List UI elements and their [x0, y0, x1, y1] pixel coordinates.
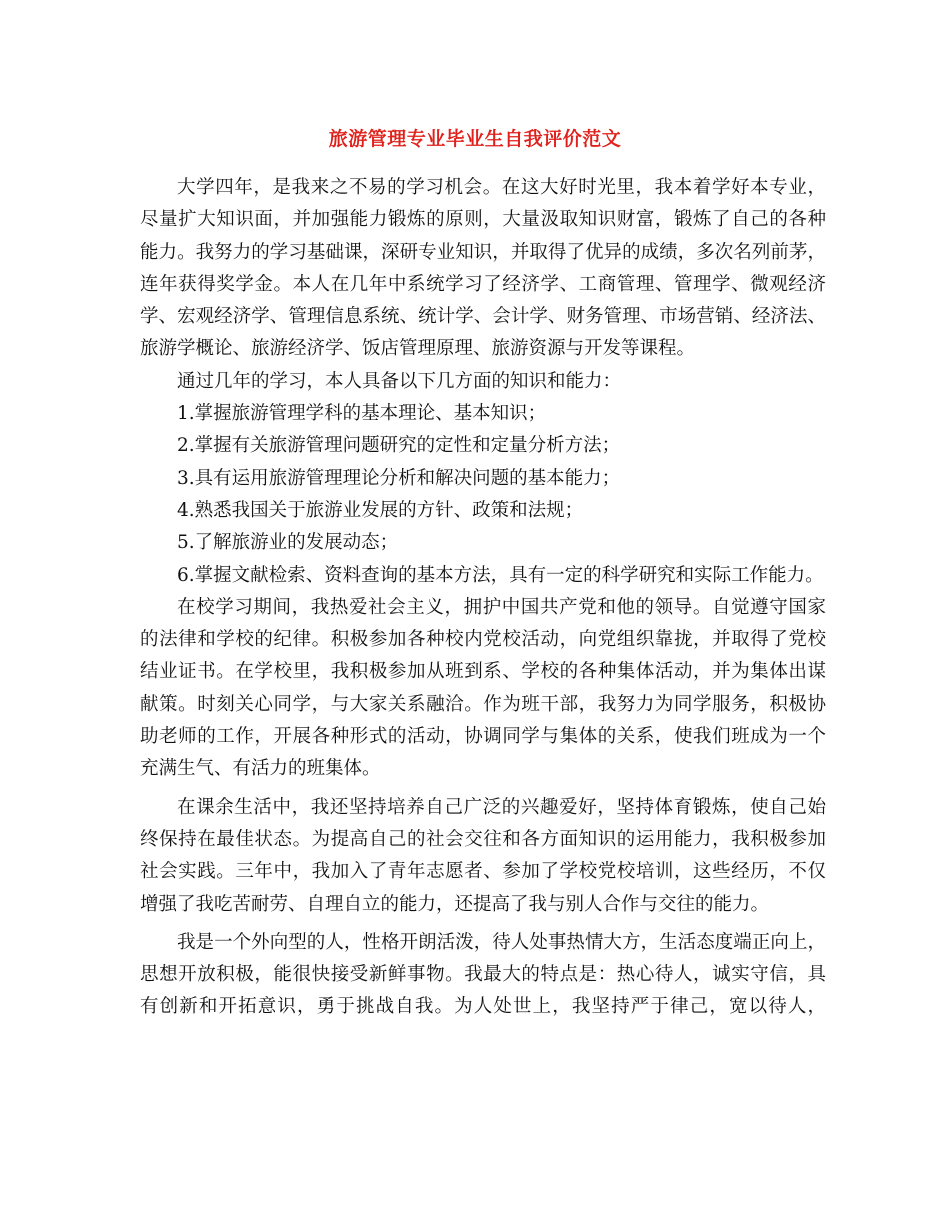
text-line: 社会实践。三年中，我加入了青年志愿者、参加了学校党校培训，这些经历，不仅: [140, 861, 826, 883]
text-line: 3.具有运用旅游管理理论分析和解决问题的基本能力；: [177, 467, 621, 489]
text-line: 充满生气、有活力的班集体。: [140, 758, 381, 780]
text-line: 2.掌握有关旅游管理问题研究的定性和定量分析方法；: [177, 435, 621, 457]
text-line: 在课余生活中，我还坚持培养自己广泛的兴趣爱好，坚持体育锻炼，使自己始: [177, 796, 826, 818]
text-line: 助老师的工作，开展各种形式的活动，协调同学与集体的关系，使我们班成为一个: [140, 726, 826, 748]
text-line: 结业证书。在学校里，我积极参加从班到系、学校的各种集体活动，并为集体出谋: [140, 661, 826, 683]
text-line: 增强了我吃苦耐劳、自理自立的能力，还提高了我与别人合作与交往的能力。: [140, 893, 770, 915]
text-line: 通过几年的学习，本人具备以下几方面的知识和能力：: [177, 370, 622, 392]
text-line: 5.了解旅游业的发展动态；: [177, 532, 399, 554]
text-line: 6.掌握文献检索、资料查询的基本方法，具有一定的科学研究和实际工作能力。: [177, 564, 824, 586]
text-line: 能力。我努力的学习基础课，深研专业知识，并取得了优异的成绩，多次名列前茅，: [140, 241, 826, 263]
text-line: 1.掌握旅游管理学科的基本理论、基本知识；: [177, 403, 547, 425]
text-line: 有创新和开拓意识，勇于挑战自我。为人处世上，我坚持严于律己，宽以待人，: [140, 996, 826, 1018]
document-title: 旅游管理专业毕业生自我评价范文: [328, 128, 622, 150]
text-line: 尽量扩大知识面，并加强能力锻炼的原则，大量汲取知识财富，锻炼了自己的各种: [140, 209, 826, 231]
text-line: 的法律和学校的纪律。积极参加各种校内党校活动，向党组织靠拢，并取得了党校: [140, 629, 826, 651]
text-line: 献策。时刻关心同学，与大家关系融洽。作为班干部，我努力为同学服务，积极协: [140, 693, 826, 715]
document-body: [140, 172, 826, 1024]
text-line: 在校学习期间，我热爱社会主义，拥护中国共产党和他的领导。自觉遵守国家: [177, 596, 826, 618]
text-line: 旅游学概论、旅游经济学、饭店管理原理、旅游资源与开发等课程。: [140, 338, 696, 360]
text-line: 思想开放积极，能很快接受新鲜事物。我最大的特点是：热心待人，诚实守信，具: [140, 964, 826, 986]
text-line: 我是一个外向型的人，性格开朗活泼，待人处事热情大方，生活态度端正向上，: [177, 931, 826, 953]
text-line: 4.熟悉我国关于旅游业发展的方针、政策和法规；: [177, 499, 584, 521]
text-line: 终保持在最佳状态。为提高自己的社会交往和各方面知识的运用能力，我积极参加: [140, 828, 826, 850]
text-line: 学、宏观经济学、管理信息系统、统计学、会计学、财务管理、市场营销、经济法、: [140, 306, 826, 328]
text-line: 连年获得奖学金。本人在几年中系统学习了经济学、工商管理、管理学、微观经济: [140, 273, 826, 295]
text-line: 大学四年，是我来之不易的学习机会。在这大好时光里，我本着学好本专业，: [177, 177, 826, 198]
